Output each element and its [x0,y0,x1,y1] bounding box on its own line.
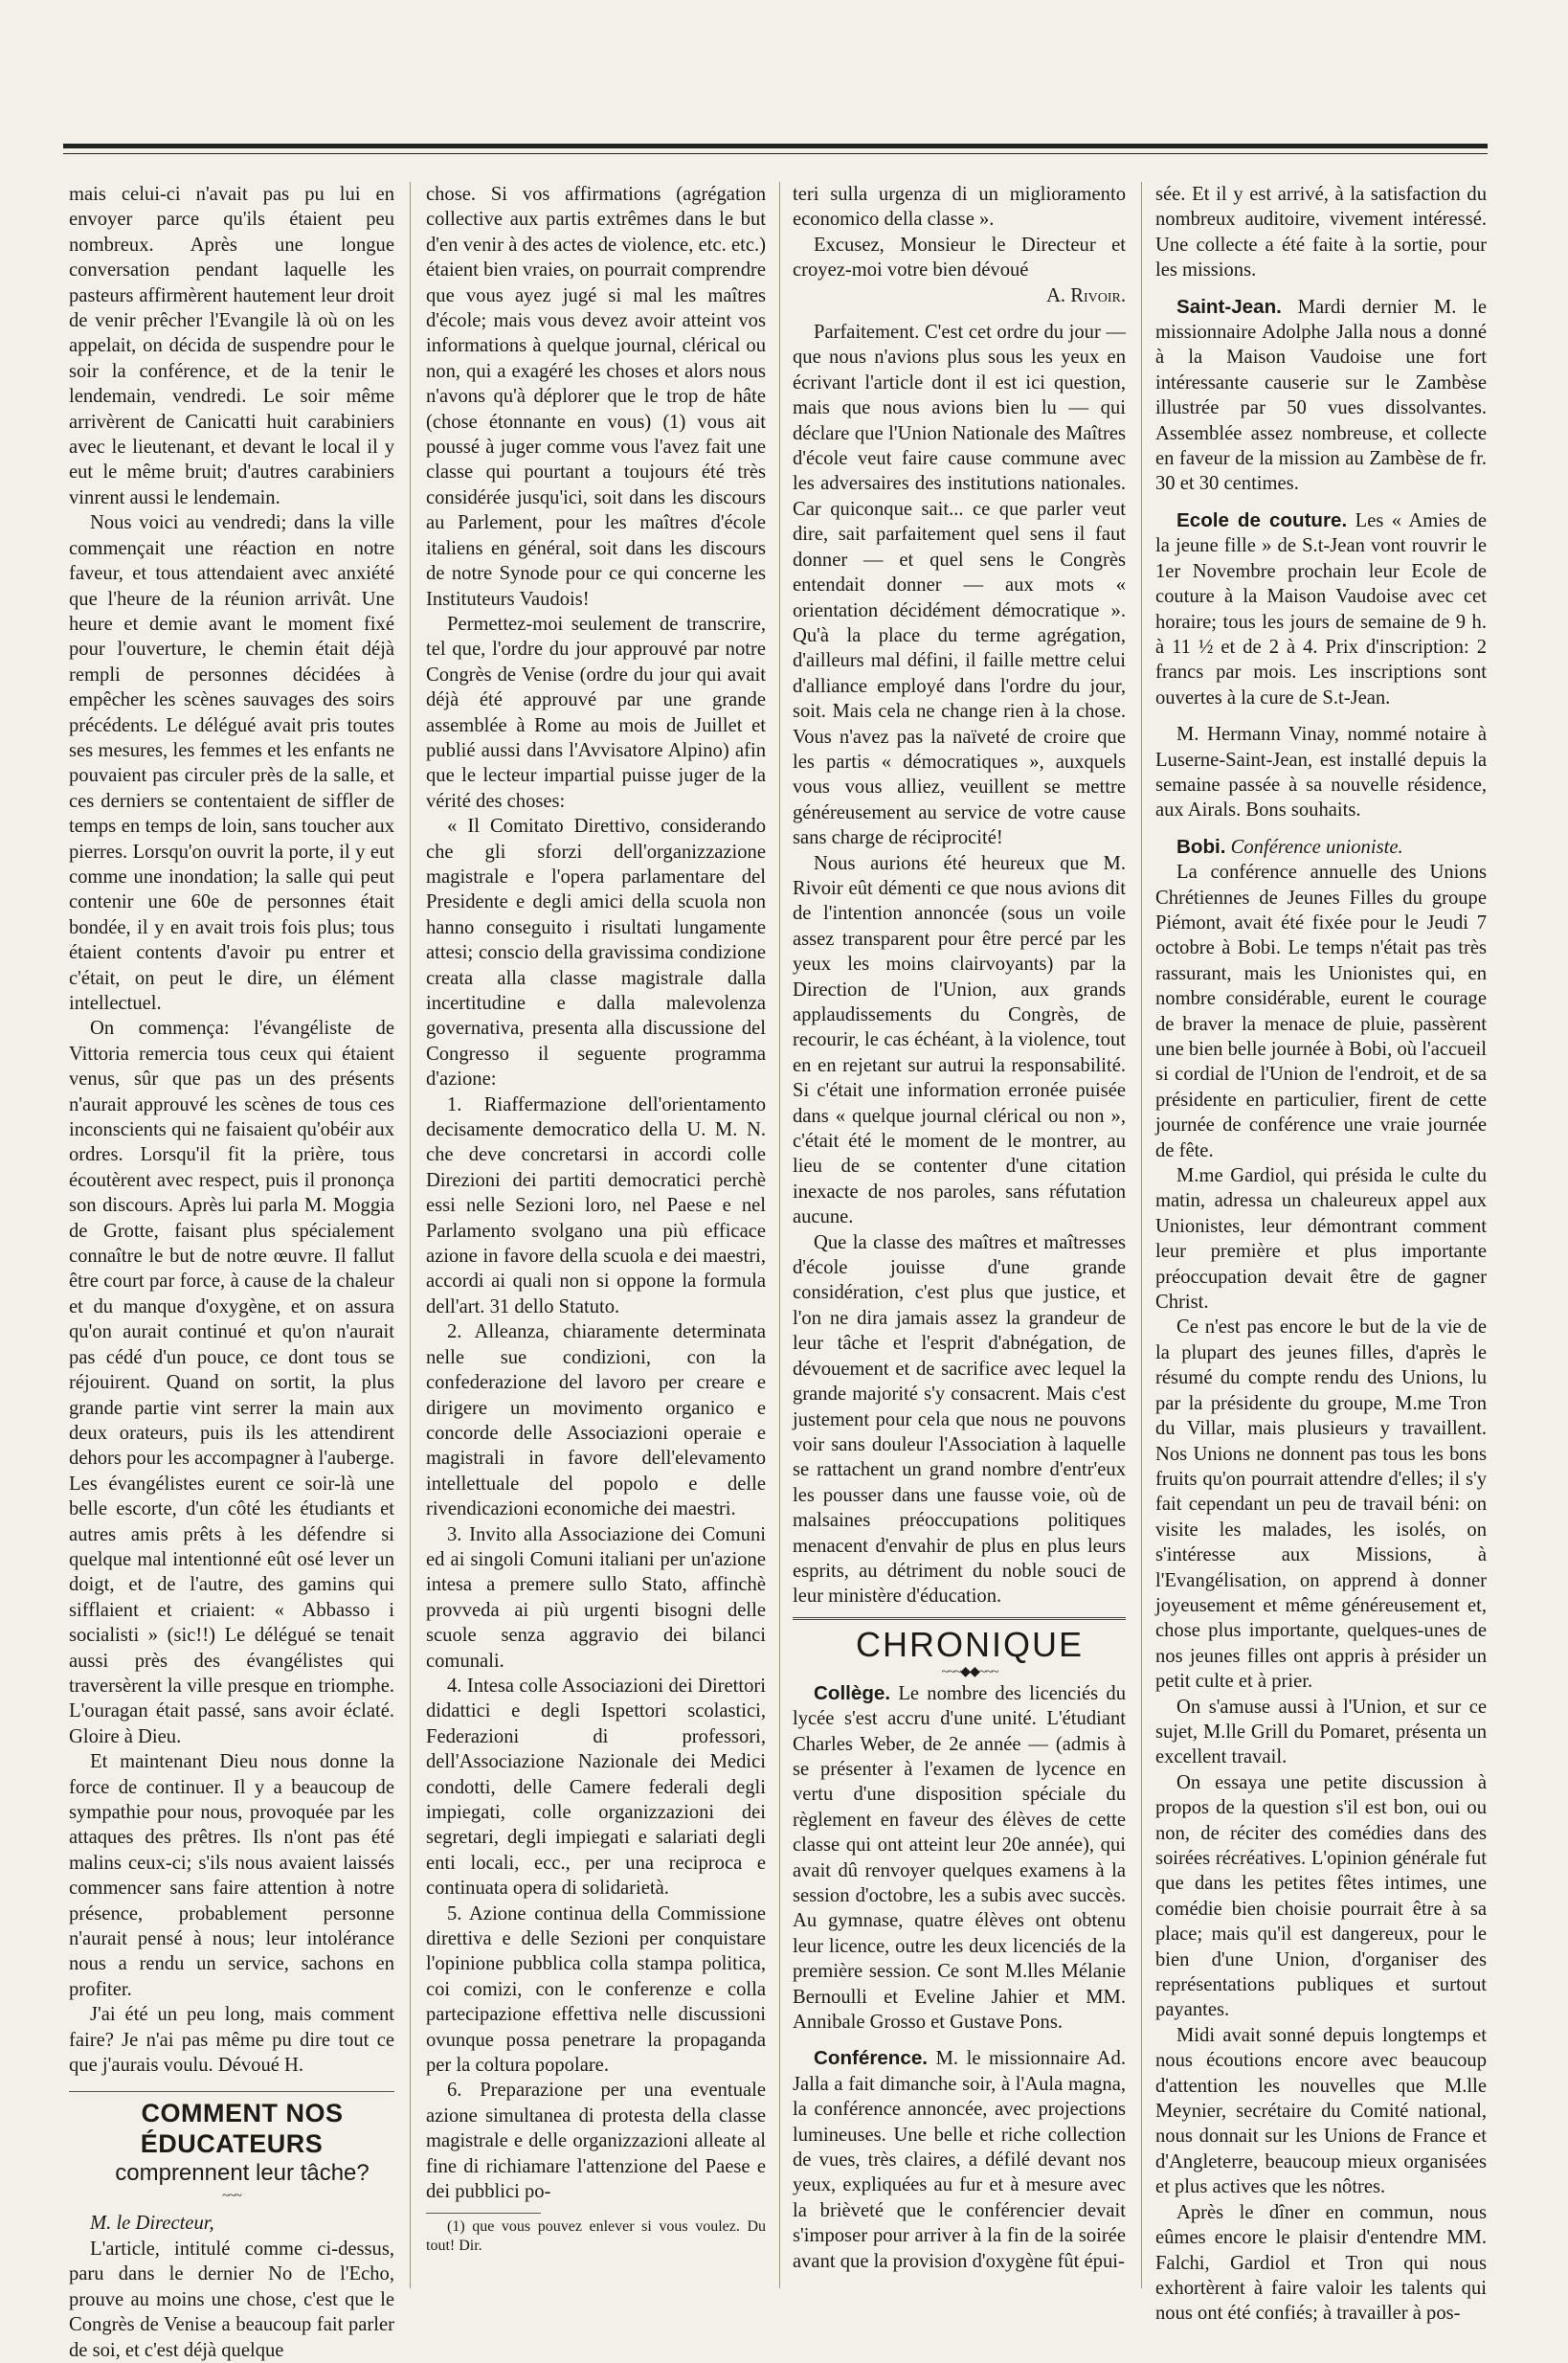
header-rule [63,144,1488,148]
column-4 [1155,182,1487,2325]
news-bobi: Bobi. Conférence unioniste. [1176,835,1403,858]
paragraph: 4. Intesa colle Associazioni dei Direttori didattici e degli Ispettori scolastici, Federazioni di professori, dell'Associazione Nazionale dei Medici condotti, delle Camere federali degli impiegati, colle organizzazioni dei segretari, degli impiegati e salariati degli enti locali, ecc., per una reciproca e continuata opera di solidarietà. [426,1675,766,1900]
news-saint-jean: Saint-Jean. Mardi dernier M. le missionnaire Adolphe Jalla nous a donné à la Maison Vaudoise une fort intéressante causerie sur le Zambèse illustrée par 50 vues dissolvantes. Assemblée assez nombreuse, et collecte en faveur de la mission au Zambèse de fr. 30 et 30 centimes. [1155,295,1487,495]
news-heading: Conférence. [814,2047,929,2070]
column-1 [69,182,394,2361]
article-subheading: comprennent leur tâche? [115,2160,370,2187]
paragraph: chose. Si vos affirmations (agrégation collective aux partis extrêmes dans le but d'en venir à des actes de violence, etc. etc.) étaient bien vraies, on pourrait comprendre que vous ayez jugé si mal les maîtres d'école; mais vous devez avoir atteint vos informations à quelque journal, clérical ou non, qui a exagéré les choses et alors nous n'avons qu'à déplorer que le trop de hâte (chose étonnante en vous) (1) vous ait poussé à juger comme vous l'avez fait une classe qui pourtant a toujours été très considérée jusqu'ici, soit dans les discours au Parlement, pour les maîtres d'école italiens en général, soit dans les discours de notre Synode pour ce qui concerne les Instituteurs Vaudois! [426,184,766,610]
signature: A. Rivoir. [1046,284,1126,306]
news-heading: Saint-Jean. [1176,295,1282,318]
paragraph: 6. Preparazione per una eventuale azione simultanea di protesta della classe magistrale e delle organizzazioni alleate al fine di richiamare l'attenzione del Paese e dei pubblici po- [426,2080,766,2203]
paragraph: « Il Comitato Direttivo, considerando che gli sforzi dell'organizzazione magistrale e l'opera parlamentare del Presidente e degli amici della scuola non hanno conseguito i risultati lungamente attesi; conscio della gravissima condizione creata alla classe magistrale dalla incertitudine e dalla malevolenza governativa, presenta alla discussione del Congresso il seguente programma d'azione: [426,816,766,1091]
paragraph: Parfaitement. C'est cet ordre du jour — que nous n'avions plus sous les yeux en écrivant l'article dont il est ici question, mais que nous avions bien lu — qui déclare que l'Union Nationale des Maîtres d'école veut faire cause commune avec les adversaires des institutions nationales. Car quiconque sait... ce que parler veut dire, sait parfaitement quel sens il faut donner — et quel sens le Congrès entendait donner — aux mots « orientation décidément démocratique ». Qu'à la place du terme agrégation, d'ailleurs mal défini, il faille mettre celui d'alliance employé dans l'ordre du jour, soit. Mais cela ne change rien à la chose. Vous n'avez pas la naïveté de croire que les partis « démocratiques », auxquels vous vous alliez, veuillent se mettre généreusement au service de votre cause sans charge de réciprocité! [793,322,1126,849]
header-rule-thin [63,153,1488,154]
paragraph: On s'amuse aussi à l'Union, et sur ce sujet, M.lle Grill du Pomaret, présenta un excellent travail. [1155,1696,1487,1768]
paragraph: M.me Gardiol, qui présida le culte du matin, adressa un chaleureux appel aux Unionistes, leur démontrant comment leur première et plus importante préoccupation devait être de gagner Christ. [1155,1165,1487,1314]
column-separator [410,182,411,2288]
column-separator [1141,182,1142,2288]
news-vinay: M. Hermann Vinay, nommé notaire à Luserne-Saint-Jean, est installé depuis la semaine passée à sa nouvelle résidence, aux Airals. Bons souhaits. [1155,724,1487,821]
column-separator [779,182,780,2288]
news-college: Collège. Le nombre des licenciés du lycée s'est accru d'une unité. L'étudiant Charles Weber, de 2e année — (admis à se présenter à l'examen de lycence en vertu d'une disposition spéciale du règlement en faveur des élèves de cette classe qui ont atteint leur 20e année), qui avait dû renvoyer quelques examens à la session d'octobre, les a subis avec succès. Au gymnase, quatre élèves ont obtenu leur licence, outre les deux licenciés de la première session. Ce sont M.lles Mélanie Bernoulli et Eveline Jahier et MM. Annibale Grosso et Gustave Pons. [793,1681,1126,2034]
news-heading: Bobi. [1176,835,1226,858]
paragraph: Nous aurions été heureux que M. Rivoir eût démenti ce que nous avions dit de l'intention annoncée (sous un voile assez transparent pour être percé par les yeux les moins clairvoyants) par la Direction de l'Union, aux grands applaudissements du Congrès, de recourir, le cas échéant, à la violence, tout en en rejetant sur autrui la responsabilité. Si c'était une information erronée puisée dans « quelque journal clérical ou non », c'était été le moment de le montrer, au lieu de se contenter d'une citation inexacte de nos paroles, sans réfutation aucune. [793,852,1126,1228]
footnote-rule [426,2213,541,2214]
paragraph: Midi avait sonné depuis longtemps et nous écoutions encore avec beaucoup d'attention les nouvelles que M.lle Meynier, secrétaire du Comité national, nous donnait sur les Unions de France et d'Angleterre, beaucoup mieux organisées et plus actives que les nôtres. [1155,2024,1487,2198]
news-conference: Conférence. M. le missionnaire Ad. Jalla a fait dimanche soir, à l'Aula magna, la conférence annoncée, avec projections lumineuses. Une belle et riche collection de vues, très claires, a défilé devant nos yeux, expliquées au fur et à mesure avec la brièveté que le conférencier devait s'imposer pour arriver à la fin de la soirée avant que la provision d'oxygène fût épui- [793,2047,1126,2272]
paragraph: On commença: l'évangéliste de Vittoria remercia tous ceux qui étaient venus, sûr que pas un des présents n'aurait approuvé les scènes de tous ces inconscients qui ne faisaient qu'obéir aux ordres. Lorsqu'il fit la prière, tous écoutèrent avec respect, puis il prononça son discours. Après lui parla M. Moggia de Grotte, faisant plus spécialement connaître le but de notre œuvre. Il fallut être court par force, à cause de la chaleur et du manque d'oxygène, et on assura qu'on aurait continué et qu'on n'aurait pas cédé d'un pouce, ce dont tous se réjouirent. Quand on sortit, la plus grande partie vint serrer la main aux deux orateurs, puis ils les attendirent dehors pour les accompagner à l'auberge. Les évangélistes eurent ce soir-là une belle escorte, d'un côté les étudiants et autres amis prêts à les défendre si quelque mal intentionné eût osé lever un doigt, et de l'autre, des gamins qui sifflaient et criaient: « Abbasso i socialisti » (sic!!) Le délégué se tenait aussi près des évangélistes qui traversèrent la ville presque en triomphe. L'ouragan était passé, sans avoir éclaté. Gloire à Dieu. [69,1018,394,1747]
ornament: ~~~◆◆~~~ [941,1664,998,1679]
salutation: M. le Directeur, [90,2213,214,2235]
paragraph: Après le dîner en commun, nous eûmes encore le plaisir d'entendre MM. Falchi, Gardiol et Tron qui nous exhortèrent à faire valoir les talents qui nous ont été confiés; à travailler à pos- [1155,2201,1487,2325]
column-2 [426,182,766,2279]
paragraph: Et maintenant Dieu nous donne la force de continuer. Il y a beaucoup de sympathie pour nous, provoquée par les attaques des prêtres. Ils n'ont pas été malins ceux-ci; s'ils nous avaient laissés commencer sans faire attention à notre présence, probablement personne n'aurait pensé à nous; leur intolérance nous a rendu un service, sachons en profiter. [69,1751,394,2000]
section-divider [793,1617,1126,1620]
news-couture: Ecole de couture. Les « Amies de la jeune fille » de S.t-Jean vont rouvrir le 1er Novembre prochain leur Ecole de couture à la Maison Vaudoise avec cet horaire; tous les jours de semaine de 9 h. à 11 ½ et de 2 à 4. Prix d'inscription: 2 francs par mois. Les inscriptions sont ouvertes à la cure de S.t-Jean. [1155,508,1487,709]
paragraph: 1. Riaffermazione dell'orientamento decisamente democratico della U. M. N. che deve concretarsi in accordi colle Direzioni dei partiti democratici perchè essi nelle Sezioni loro, nel Paese e nel Parlamento svolgano una più efficace azione in favore della scuola e dei maestri, accordi ai quali non si oppone la formula dell'art. 31 dello Statuto. [426,1093,766,1317]
news-heading: Collège. [814,1681,891,1704]
paragraph: 2. Alleanza, chiaramente determinata nelle sue condizioni, con la confederazione del lavoro per creare e dirigere un movimento organico e concorde delle Associazioni operaie e magistrali in favore dell'elevamento intellettuale del popolo e delle rivendicazioni economiche dei maestri. [426,1321,766,1520]
news-heading: Ecole de couture. [1176,508,1348,531]
article-heading: COMMENT NOS ÉDUCATEURS [140,2099,344,2159]
footnote: (1) que vous pouvez enlever si vous voulez. Du tout! Dir. [426,2217,766,2254]
paragraph: Que la classe des maîtres et maîtresses d'école jouisse d'une grande considération, c'est plus que justice, et l'on ne dira jamais assez la grandeur de leur tâche et l'esprit d'abnégation, de dévouement et de sacrifice avec lequel la grande majorité s'y consacrent. Mais c'est justement pour cela que nous ne pouvons voir sans douleur l'Association à laquelle se rattachent un grand nombre d'entr'eux les pousser dans une fausse voie, où de malsaines préoccupations politiques menacent d'envahir de plus en plus leurs esprits, au détriment du noble souci de leur ministère d'éducation. [793,1231,1126,1608]
section-divider [69,2091,394,2092]
paragraph: La conférence annuelle des Unions Chrétiennes de Jeunes Filles du groupe Piémont, avait été fixée pour le Jeudi 7 octobre à Bobi. Le temps n'était pas très rassurant, mais les Unionistes qui, en nombre considérable, eurent le courage de braver la menace de pluie, passèrent une bien belle journée à Bobi, où l'accueil si cordial de l'Union de l'endroit, et de sa présidente en particulier, firent de cette journée de conférence une vraie journée de fête. [1155,862,1487,1161]
letter-paragraph: L'article, intitulé comme ci-dessus, paru dans le dernier No de l'Echo, prouve au moins une chose, c'est que le Congrès de Venise a beaucoup fait parler de soi, et c'est déjà quelque [69,2238,394,2361]
chronique-title: CHRONIQUE [855,1624,1084,1664]
ornament: ~~~ [222,2189,241,2204]
paragraph: Nous voici au vendredi; dans la ville commençait une réaction en notre faveur, et tous attendaient avec anxiété que l'heure de la réunion arrivât. Une heure et demie avant le moment fixé pour l'ouverture, le chemin était déjà rempli de personnes décidées à empêcher les scènes sauvages des soirs précédents. Le délégué avait pris toutes ses mesures, les femmes et les enfants ne pouvaient pas circuler près de la salle, et ces derniers se contentaient de siffler de temps en temps de loin, sans toucher aux pierres. Lorsqu'on ouvrit la porte, il y eut comme une inondation; la salle qui peut contenir une 60e de personnes était bondée, il y en avait trois fois plus; tous étaient contents d'avoir pu entrer et c'était, on peut le dire, un élément intellectuel. [69,512,394,1014]
paragraph: mais celui-ci n'avait pas pu lui en envoyer parce qu'ils étaient peu nombreux. Après une longue conversation pendant laquelle les pasteurs affirmèrent hautement leur droit de venir prêcher l'Evangile là où on les appelait, on décida de suspendre pour le soir la conférence, et de la tenir le lendemain, vendredi. Le soir même arrivèrent de Canicatti huit carabiniers avec le lieutenant, et devant le local il y eut le même bruit; d'autres carabiniers vinrent aussi le lendemain. [69,184,394,508]
paragraph: teri sulla urgenza di un miglioramento economico della classe ». [793,184,1126,231]
paragraph: 3. Invito alla Associazione dei Comuni ed ai singoli Comuni italiani per un'azione intesa a premere sullo Stato, affinchè provveda ai più urgenti bisogni delle scuole senza aggravio dei bilanci comunali. [426,1523,766,1672]
paragraph: J'ai été un peu long, mais comment faire? Je n'ai pas même pu dire tout ce que j'aurais voulu. Dévoué H. [69,2004,394,2077]
paragraph: Ce n'est pas encore le but de la vie de la plupart des jeunes filles, d'après le résumé du compte rendu des Unions, lu par la présidente du groupe, M.me Tron du Villar, mais plusieurs y travaillent. Nos Unions ne donnent pas tous les bons fruits qu'on pourrait attendre d'elles; il s'y fait cependant un peu de travail béni: on visite les malades, les isolés, on s'intéresse aux Missions, à l'Evangélisation, on apprend à donner joyeusement et même généreusement et, chose plus importante, quelques-unes de nos jeunes filles ont appris à présider un petit culte et à prier. [1155,1317,1487,1693]
paragraph: Permettez-moi seulement de transcrire, tel que, l'ordre du jour approuvé par notre Congrès de Venise (ordre du jour qui avait déjà été approuvé par une grande assemblée à Rome au mois de Juillet et publié aussi dans l'Avvisatore Alpino) afin que le lecteur impartial puisse juger de la vérité des choses: [426,613,766,812]
paragraph: Excusez, Monsieur le Directeur et croyez-moi votre bien dévoué [793,234,1126,281]
paragraph: 5. Azione continua della Commissione direttiva e delle Sezioni per conquistare l'opinione pubblica colla stampa politica, coi comizi, con le conferenze e colla partecipazione effettiva nelle discussioni ovunque possa penetrare la propaganda per la coltura popolare. [426,1902,766,2077]
column-3 [793,182,1126,2279]
paragraph: sée. Et il y est arrivé, à la satisfaction du nombreux auditoire, vivement intéressé. Une collecte a été faite à la sortie, pour les missions. [1155,184,1487,281]
paragraph: On essaya une petite discussion à propos de la question s'il est bon, oui ou non, de réciter des comédies dans des soirées récréatives. L'opinion générale fut que dans les petites fêtes intimes, une comédie bien choisie pourrait être à sa place; mais qu'il est dangereux, pour le bien d'une Union, d'organiser des représentations publiques et surtout payantes. [1155,1771,1487,2021]
